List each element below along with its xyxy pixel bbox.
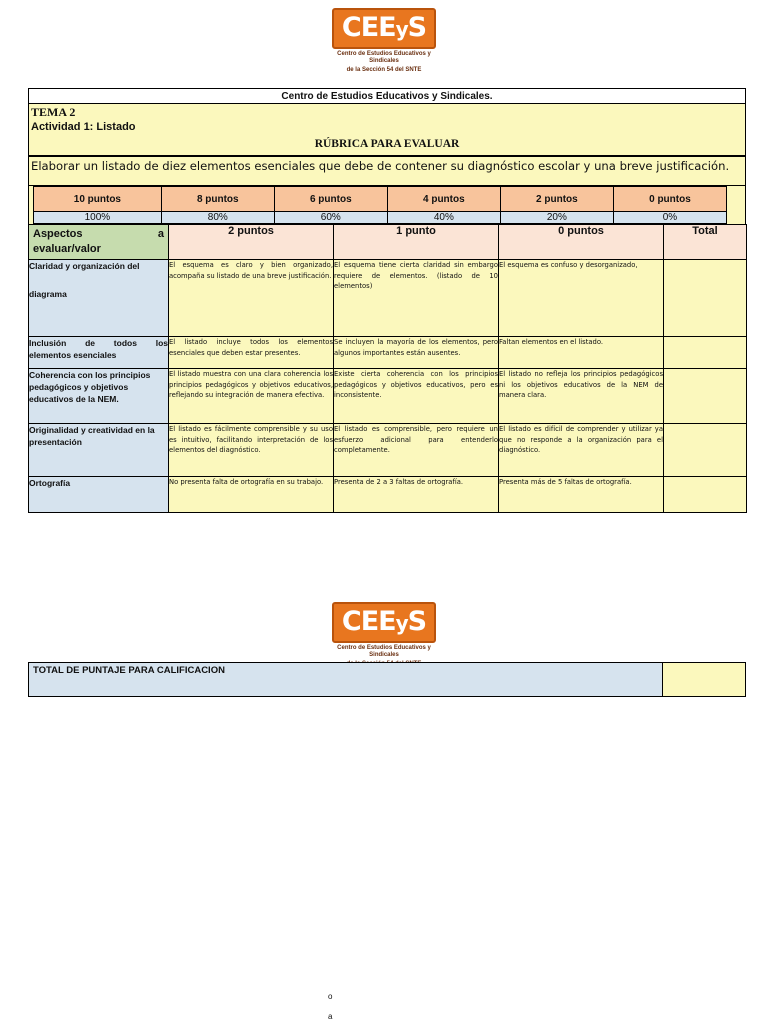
scale-percent: 20% <box>500 212 613 224</box>
total-cell[interactable] <box>664 477 747 513</box>
desc-2pts: El listado es fácilmente comprensible y su uso es intuitivo, facilitando interpretación de los elementos del diagnóstico. <box>169 424 334 477</box>
aspect-header-sub: evaluar/valor <box>33 243 101 255</box>
scale-points: 2 puntos <box>500 187 613 212</box>
desc-2pts: El listado incluye todos los elementos esenciales que deben estar presentes. <box>169 337 334 369</box>
grid-header-row <box>29 225 747 260</box>
criteria-row <box>29 337 747 369</box>
scale-points: 10 puntos <box>34 187 162 212</box>
ceeys-logo-wordmark: CEEyS <box>332 602 436 643</box>
desc-2pts: El esquema es claro y bien organizado, acompaña su listado de una breve justificación. <box>169 260 334 337</box>
center-title: Centro de Estudios Educativos y Sindicales. <box>28 88 746 104</box>
desc-1pt: Se incluyen la mayoría de los elementos, pero algunos importantes están ausentes. <box>334 337 499 369</box>
criteria-row <box>29 260 747 337</box>
desc-2pts: El listado muestra con una clara coherencia los principios pedagógicos y objetivos educativos, reflejando su integración de manera efectiva. <box>169 369 334 424</box>
rubrica-title: RÚBRICA PARA EVALUAR <box>314 138 460 150</box>
aspect-header-a: a <box>157 228 164 240</box>
desc-0pts: El listado no refleja los principios pedagógicos ni los objetivos educativos de la NEM de manera clara. <box>499 369 664 424</box>
total-cell[interactable] <box>664 424 747 477</box>
scale-points: 6 puntos <box>274 187 387 212</box>
criterion-cell <box>29 337 169 369</box>
page-mark: a <box>328 1012 333 1021</box>
logo-subtitle-1: Centro de Estudios Educativos y Sindicales <box>337 645 431 658</box>
desc-0pts: Faltan elementos en el listado. <box>499 337 664 369</box>
ceeys-logo-top <box>324 8 444 74</box>
criteria-row <box>29 369 747 424</box>
desc-0pts: El esquema es confuso y desorganizado, <box>499 260 664 337</box>
criterion-text: elementos esenciales <box>29 350 117 360</box>
col-header-0: 0 puntos <box>499 225 664 260</box>
criterion-cell <box>29 260 169 337</box>
criterion-text: diagrama <box>29 289 67 299</box>
rubric-grid <box>28 224 747 513</box>
aspect-header-word: Aspectos <box>33 228 83 240</box>
total-score-row <box>28 662 746 697</box>
col-header-2: 2 puntos <box>169 225 334 260</box>
ceeys-logo-wordmark: CEEyS <box>332 8 436 49</box>
total-cell[interactable] <box>664 260 747 337</box>
desc-1pt: Presenta de 2 a 3 faltas de ortografía. <box>334 477 499 513</box>
logo-subtitle-1: Centro de Estudios Educativos y Sindicales <box>337 51 431 64</box>
scale-percent: 40% <box>387 212 500 224</box>
rubric-sheet <box>28 88 746 513</box>
scale-percent: 0% <box>613 212 726 224</box>
total-score-value[interactable] <box>663 663 745 696</box>
aspect-header <box>29 225 169 260</box>
total-score-label: TOTAL DE PUNTAJE PARA CALIFICACION <box>29 663 663 696</box>
scale-percent: 60% <box>274 212 387 224</box>
criterion-cell: Ortografía <box>29 477 169 513</box>
scale-percent: 80% <box>161 212 274 224</box>
col-header-total: Total <box>664 225 747 260</box>
criterion-cell: Originalidad y creatividad en la presentación <box>29 424 169 477</box>
heading-block <box>28 104 746 156</box>
logo-subtitle-2: de la Sección 54 del SNTE <box>346 67 422 73</box>
desc-1pt: El esquema tiene cierta claridad sin embargo requiere de elementos. (listado de 10 elementos) <box>334 260 499 337</box>
desc-2pts: No presenta falta de ortografía en su trabajo. <box>169 477 334 513</box>
scale-percent: 100% <box>34 212 162 224</box>
criterion-cell: Coherencia con los principios pedagógicos y objetivos educativos de la NEM. <box>29 369 169 424</box>
desc-0pts: Presenta más de 5 faltas de ortografía. <box>499 477 664 513</box>
desc-1pt: Existe cierta coherencia con los principios pedagógicos y objetivos educativos, pero es inconsistente. <box>334 369 499 424</box>
page-mark: o <box>328 992 333 1001</box>
desc-0pts: El listado es difícil de comprender y utilizar ya que no responde a la organización para el diagnóstico. <box>499 424 664 477</box>
total-cell[interactable] <box>664 369 747 424</box>
scale-points: 4 puntos <box>387 187 500 212</box>
criteria-row <box>29 477 747 513</box>
ceeys-logo-bottom <box>324 602 444 668</box>
scale-points: 0 puntos <box>613 187 726 212</box>
scale-points: 8 puntos <box>161 187 274 212</box>
criteria-row <box>29 424 747 477</box>
scale-block <box>28 186 746 224</box>
instruction-text: Elaborar un listado de diez elementos esenciales que debe de contener su diagnóstico escolar y una breve justificación. <box>28 156 746 186</box>
score-scale-table <box>33 186 727 224</box>
criterion-text: Inclusión de todos los <box>29 338 168 348</box>
tema-label: TEMA 2 <box>31 105 76 119</box>
total-cell[interactable] <box>664 337 747 369</box>
desc-1pt: El listado es comprensible, pero requiere un esfuerzo adicional para entenderlo completamente. <box>334 424 499 477</box>
criterion-text: Claridad y organización del <box>29 261 140 271</box>
col-header-1: 1 punto <box>334 225 499 260</box>
actividad-label: Actividad 1: Listado <box>31 121 136 133</box>
